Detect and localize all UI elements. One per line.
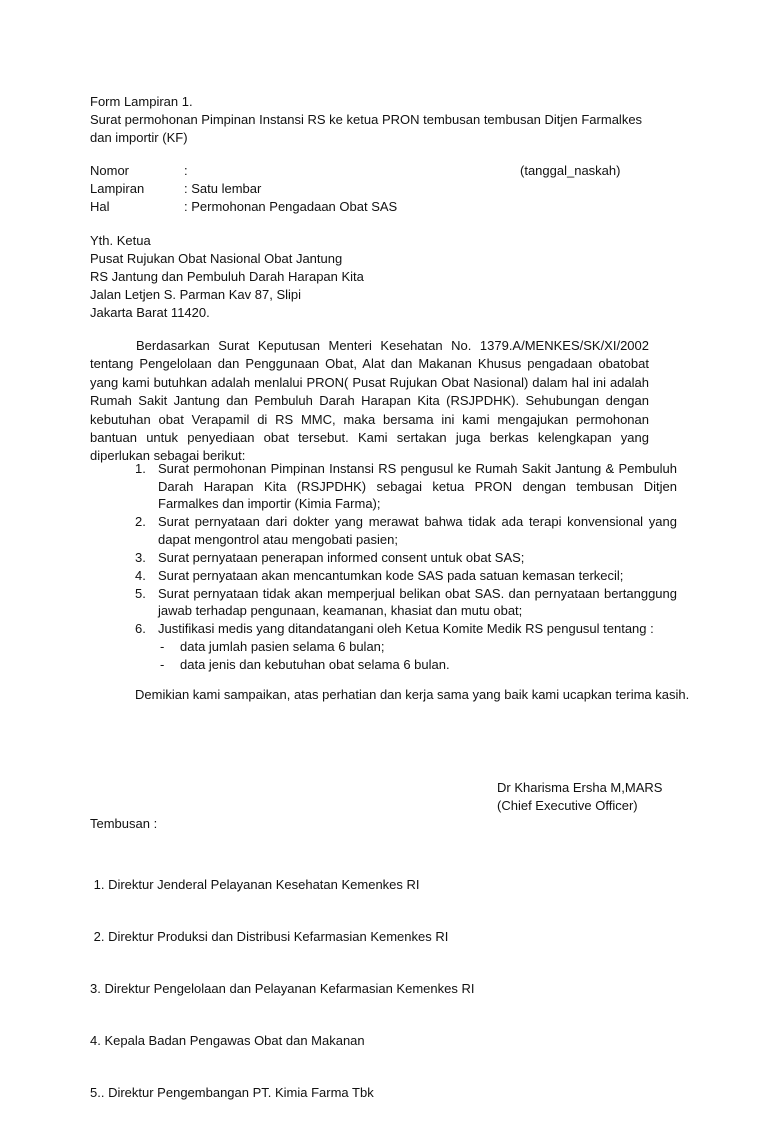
lampiran-value: : Satu lembar [184,181,262,196]
sub-list-item [158,638,677,656]
list-item-number: 1. [135,461,146,476]
list-item-number: 2. [135,514,146,529]
letter-header [90,93,650,147]
list-item [135,585,677,620]
sub-list-item [158,656,677,674]
list-item [135,460,677,513]
recipient-line: Pusat Rujukan Obat Nasional Obat Jantung [90,251,343,266]
list-item-text: Surat pernyataan penerapan informed consent untuk obat SAS; [158,549,525,565]
recipient-line: RS Jantung dan Pembuluh Darah Harapan Kita [90,269,364,284]
tembusan-list [90,842,474,1136]
subject-line: Surat permohonan Pimpinan Instansi RS ke ketua PRON tembusan tembusan Ditjen Farmalkes dan importir (KF) [90,112,643,145]
hal-value: : Permohonan Pengadaan Obat SAS [184,199,398,214]
list-item-number: 3. [135,549,146,565]
meta-hal [90,198,650,216]
tembusan-item: 4. Kepala Badan Pengawas Obat dan Makanan [90,1033,365,1048]
body-paragraph: Berdasarkan Surat Keputusan Menteri Kesehatan No. 1379.A/MENKES/SK/XI/2002 tentang Pengelolaan dan Penggunaan Obat, Alat dan Makanan Khusus pengadaan obatobat yang kami butuhkan adalah menlalui PRON( Pusat Rujukan Obat Nasional) dalam hal ini adalah Rumah Sakit Jantung dan Pembuluh Darah Harapan Kita (RSJPDHK). Sehubungan dengan kebutuhan obat Verapamil di RS MMC, maka bersama ini kami mengajukan permohonan bantuan untuk penyediaan obat tersebut. Kami sertakan juga berkas kelengkapan yang diperlukan sebagai berikut: [90,338,649,464]
list-item-number: 6. [135,621,146,636]
form-label: Form Lampiran 1. [90,94,193,109]
date-placeholder: (tanggal_naskah) [520,163,621,178]
recipient-line: Yth. Ketua [90,233,151,248]
closing-sentence: Demikian kami sampaikan, atas perhatian dan kerja sama yang baik kami ucapkan terima kasih. [135,687,690,702]
list-item-number: 5. [135,585,146,601]
recipient-line: Jakarta Barat 11420. [90,305,210,320]
list-item [135,620,677,638]
lampiran-label: Lampiran [90,181,145,196]
signatory-title: (Chief Executive Officer) [497,798,638,813]
nomor-value: : [184,163,188,178]
recipient-address [90,232,364,322]
hal-label: Hal [90,199,110,214]
sub-list-dash: - [160,657,165,672]
tembusan-item: 5.. Direktur Pengembangan PT. Kimia Farma Tbk [90,1085,374,1100]
requirements-list [135,460,677,674]
sub-list-text: data jumlah pasien selama 6 bulan; [180,639,385,654]
tembusan-item: 1. Direktur Jenderal Pelayanan Kesehatan Kemenkes RI [90,877,420,892]
list-item [135,513,677,548]
list-item [135,549,677,567]
tembusan-label: Tembusan : [90,816,158,831]
list-item-number: 4. [135,567,146,583]
list-item-text: Surat pernyataan tidak akan memperjual belikan obat SAS. dan pernyataan bertanggung jawab terhadap pengunaan, keamanan, khasiat dan mutu obat; [158,585,677,618]
tembusan-item: 2. Direktur Produksi dan Distribusi Kefarmasian Kemenkes RI [90,929,449,944]
sub-list-text: data jenis dan kebutuhan obat selama 6 bulan. [180,657,450,672]
tembusan-item: 3. Direktur Pengelolaan dan Pelayanan Kefarmasian Kemenkes RI [90,981,475,996]
list-item-text: Justifikasi medis yang ditandatangani oleh Ketua Komite Medik RS pengusul tentang : [158,621,654,636]
recipient-line: Jalan Letjen S. Parman Kav 87, Slipi [90,287,302,302]
signature-block [497,779,662,815]
list-item [135,567,677,585]
list-item-text: Surat permohonan Pimpinan Instansi RS pengusul ke Rumah Sakit Jantung & Pembuluh Darah Harapan Kita (RSJPDHK) sebagai ketua PRON dengan tembusan Ditjen Farmalkes dan importir (Kimia Farma); [158,461,677,511]
list-item-text: Surat pernyataan dari dokter yang merawat bahwa tidak ada terapi konvensional yang dapat mengontrol atau mengobati pasien; [158,514,677,547]
sub-list-dash: - [160,639,165,654]
sub-list [135,638,677,674]
signatory-name: Dr Kharisma Ersha M,MARS [497,780,663,795]
meta-lampiran [90,180,650,198]
nomor-label: Nomor [90,163,130,178]
list-item-text: Surat pernyataan akan mencantumkan kode SAS pada satuan kemasan terkecil; [158,567,624,583]
